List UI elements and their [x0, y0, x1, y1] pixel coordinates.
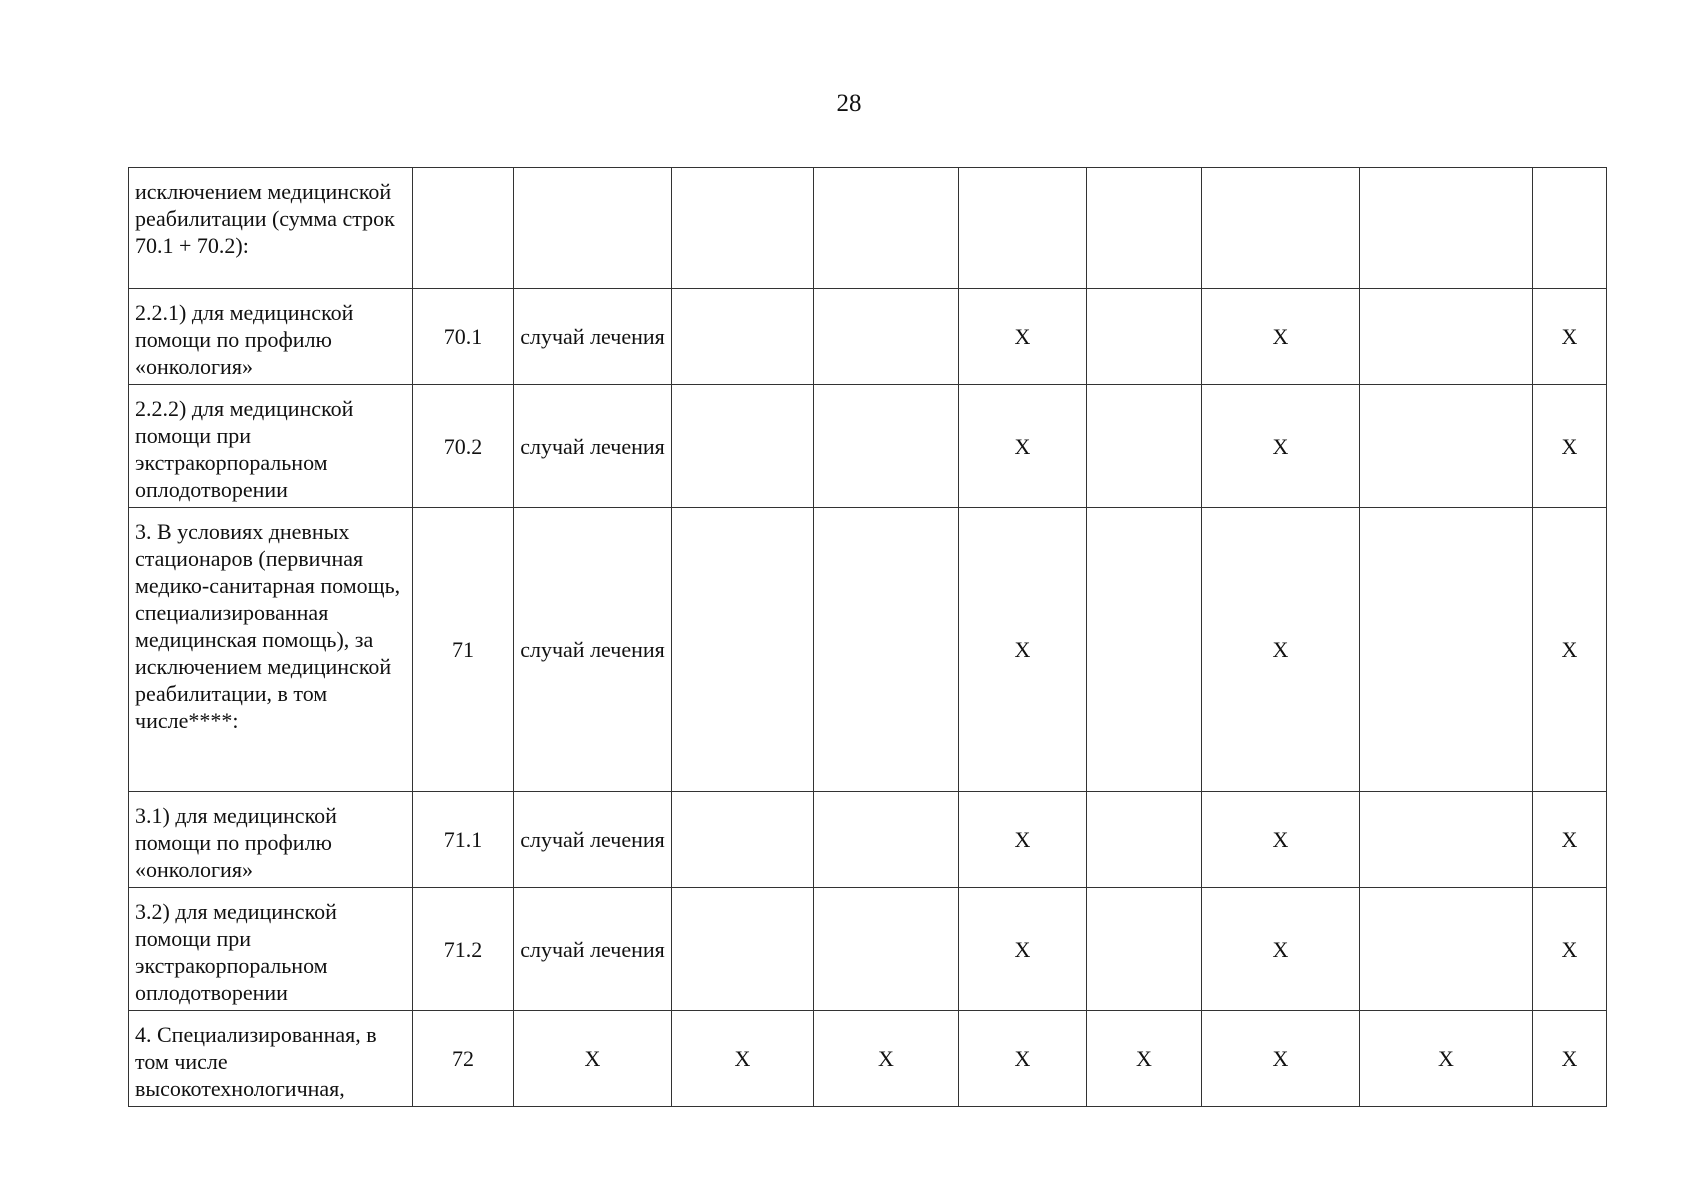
table-cell: Х	[959, 888, 1087, 1011]
table-cell	[1360, 508, 1533, 792]
table-cell	[672, 888, 814, 1011]
table-cell: Х	[1202, 385, 1360, 508]
table-row	[129, 168, 1607, 289]
table-cell	[814, 508, 959, 792]
table-cell: Х	[514, 1011, 672, 1107]
table-cell: Х	[1533, 792, 1607, 888]
row-label: исключением медицинской реабилитации (сумма строк 70.1 + 70.2):	[129, 168, 413, 289]
table-cell	[1087, 289, 1202, 385]
row-label: 4. Специализированная, в том числе высокотехнологичная,	[129, 1011, 413, 1107]
table-cell	[1360, 385, 1533, 508]
table-cell: Х	[1202, 792, 1360, 888]
table-cell	[514, 168, 672, 289]
table-cell	[814, 792, 959, 888]
table-cell	[672, 385, 814, 508]
table-cell	[413, 168, 514, 289]
table-cell: Х	[1202, 289, 1360, 385]
table-row	[129, 508, 1607, 792]
table-cell: 71.1	[413, 792, 514, 888]
data-table	[128, 167, 1607, 1107]
table-row	[129, 1011, 1607, 1107]
table-cell	[1087, 888, 1202, 1011]
table-cell: Х	[1087, 1011, 1202, 1107]
row-label: 2.2.1) для медицинской помощи по профилю «онкология»	[129, 289, 413, 385]
page-number: 28	[836, 90, 862, 117]
table-cell	[1360, 289, 1533, 385]
table-cell	[1360, 792, 1533, 888]
table-cell: Х	[1360, 1011, 1533, 1107]
table-cell: Х	[1533, 385, 1607, 508]
table-cell: Х	[959, 508, 1087, 792]
table-row	[129, 792, 1607, 888]
table-cell: Х	[1533, 1011, 1607, 1107]
table-cell: Х	[814, 1011, 959, 1107]
table-cell	[1087, 508, 1202, 792]
table-cell: случай лечения	[514, 508, 672, 792]
table-cell	[672, 508, 814, 792]
table-cell: Х	[672, 1011, 814, 1107]
table-cell	[672, 792, 814, 888]
table-cell: Х	[959, 792, 1087, 888]
table-cell: Х	[1202, 888, 1360, 1011]
table-cell	[1087, 168, 1202, 289]
table-cell: случай лечения	[514, 385, 672, 508]
table-cell: случай лечения	[514, 888, 672, 1011]
table-cell	[814, 385, 959, 508]
table-cell: Х	[1533, 508, 1607, 792]
table-cell: Х	[1533, 289, 1607, 385]
table-cell	[1202, 168, 1360, 289]
table-cell	[1360, 888, 1533, 1011]
table-cell: 70.1	[413, 289, 514, 385]
table-cell: случай лечения	[514, 792, 672, 888]
table-cell	[814, 168, 959, 289]
row-label: 3.2) для медицинской помощи при экстракорпоральном оплодотворении	[129, 888, 413, 1011]
table-cell	[1360, 168, 1533, 289]
row-label: 2.2.2) для медицинской помощи при экстракорпоральном оплодотворении	[129, 385, 413, 508]
table-cell: Х	[959, 1011, 1087, 1107]
table-cell: 70.2	[413, 385, 514, 508]
table-cell	[672, 168, 814, 289]
table-cell	[672, 289, 814, 385]
table-cell	[1087, 792, 1202, 888]
table-cell: Х	[959, 385, 1087, 508]
table-row	[129, 289, 1607, 385]
table-cell: Х	[1202, 1011, 1360, 1107]
table-row	[129, 888, 1607, 1011]
table-cell: 71.2	[413, 888, 514, 1011]
table-cell	[814, 289, 959, 385]
row-label: 3.1) для медицинской помощи по профилю «онкология»	[129, 792, 413, 888]
table-cell	[959, 168, 1087, 289]
table-cell: Х	[1533, 888, 1607, 1011]
table-cell	[814, 888, 959, 1011]
table-cell: 71	[413, 508, 514, 792]
table-cell: случай лечения	[514, 289, 672, 385]
table-cell: Х	[1202, 508, 1360, 792]
table-row	[129, 385, 1607, 508]
table-cell	[1087, 385, 1202, 508]
table-cell	[1533, 168, 1607, 289]
table-body	[129, 168, 1607, 1107]
table-cell: Х	[959, 289, 1087, 385]
table-cell: 72	[413, 1011, 514, 1107]
row-label: 3. В условиях дневных стационаров (первичная медико-санитарная помощь, специализированная медицинская помощь), за исключением медицинской реабилитации, в том числе****:	[129, 508, 413, 792]
